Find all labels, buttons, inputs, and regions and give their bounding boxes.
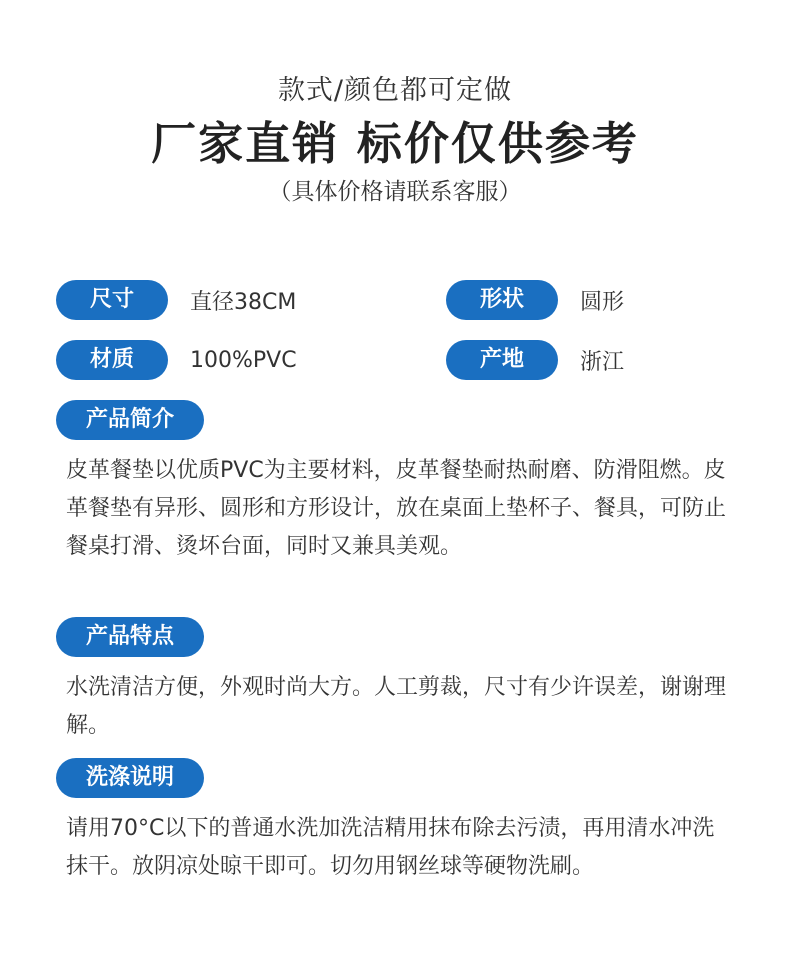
contact-note: （具体价格请联系客服） — [268, 179, 522, 205]
spec-material — [56, 340, 297, 380]
customization-note: 款式/颜色都可定做 — [277, 75, 513, 106]
section-title: 产品特点 — [56, 617, 204, 657]
spec-value: 直径38CM — [190, 289, 297, 315]
spec-value: 圆形 — [580, 289, 625, 315]
spec-value: 100%PVC — [190, 347, 297, 373]
spec-size — [56, 280, 296, 320]
spec-shape — [446, 280, 624, 320]
spec-label: 形状 — [446, 280, 558, 320]
spec-label: 尺寸 — [56, 280, 168, 320]
section-features — [56, 617, 736, 745]
spec-label: 产地 — [446, 340, 558, 380]
spec-origin — [446, 340, 624, 380]
section-text: 请用70°C以下的普通水洗加洗洁精用抹布除去污渍，再用清水冲洗抹干。放阴凉处晾干即可。切勿用钢丝球等硬物洗刷。 — [66, 816, 715, 879]
header — [0, 70, 790, 210]
section-intro — [56, 400, 736, 566]
spec-value: 浙江 — [580, 349, 625, 375]
spec-label: 材质 — [56, 340, 168, 380]
section-text: 皮革餐垫以优质PVC为主要材料，皮革餐垫耐热耐磨、防滑阻燃。皮革餐垫有异形、圆形和方形设计，放在桌面上垫杯子、餐具，可防止餐桌打滑、烫坏台面，同时又兼具美观。 — [66, 458, 727, 559]
section-title: 产品简介 — [56, 400, 204, 440]
section-title: 洗涤说明 — [56, 758, 204, 798]
headline: 厂家直销 标价仅供参考 — [151, 117, 639, 170]
section-text: 水洗清洁方便，外观时尚大方。人工剪裁，尺寸有少许误差，谢谢理解。 — [66, 675, 727, 738]
section-washing — [56, 758, 736, 886]
